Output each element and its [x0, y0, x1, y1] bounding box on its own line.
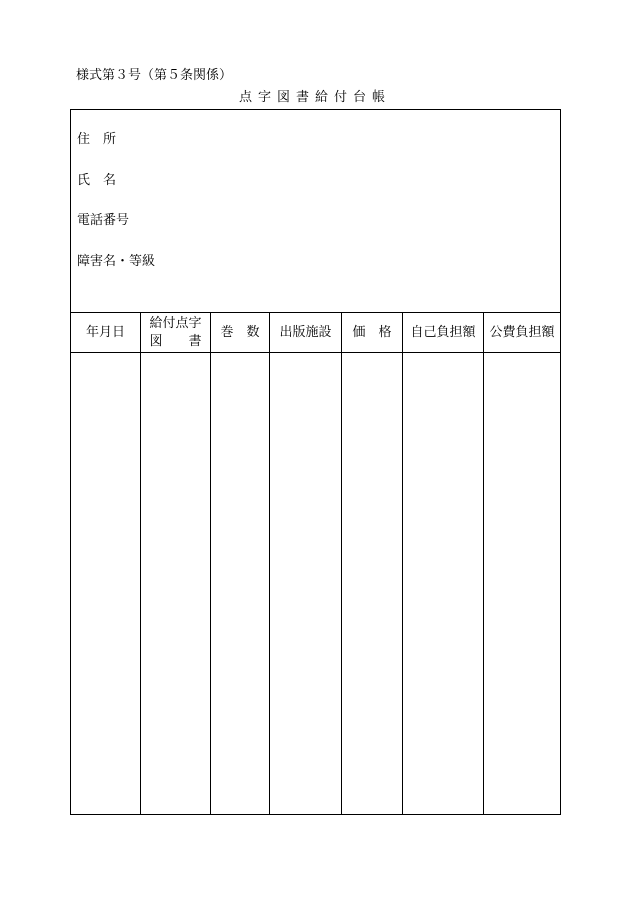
- column-divider: [483, 313, 484, 814]
- column-divider: [269, 313, 270, 814]
- header-braille-book: [141, 313, 210, 352]
- column-divider: [140, 313, 141, 814]
- column-divider: [341, 313, 342, 814]
- header-braille-book-line1: 給付点字: [149, 315, 202, 331]
- header-self-pay: 自己負担額: [410, 324, 476, 340]
- header-publisher: 出版施設: [279, 324, 332, 340]
- column-divider: [210, 313, 211, 814]
- name-label: 氏 名: [77, 173, 117, 188]
- form-title: 点字図書給付台帳: [238, 90, 391, 105]
- phone-label: 電話番号: [77, 213, 130, 228]
- form-number: 様式第３号（第５条関係）: [76, 68, 233, 83]
- header-volumes: 巻 数: [220, 324, 260, 340]
- header-price: 価 格: [352, 324, 392, 340]
- address-label: 住 所: [77, 132, 117, 147]
- disability-label: 障害名・等級: [77, 254, 156, 269]
- table-header-row: [71, 313, 560, 353]
- header-public-pay: 公費負担額: [489, 324, 555, 340]
- applicant-info-section: [71, 110, 560, 313]
- header-date: 年月日: [85, 324, 125, 340]
- ledger-form: [70, 109, 561, 815]
- column-divider: [402, 313, 403, 814]
- header-braille-book-line2: 図 書: [149, 333, 202, 349]
